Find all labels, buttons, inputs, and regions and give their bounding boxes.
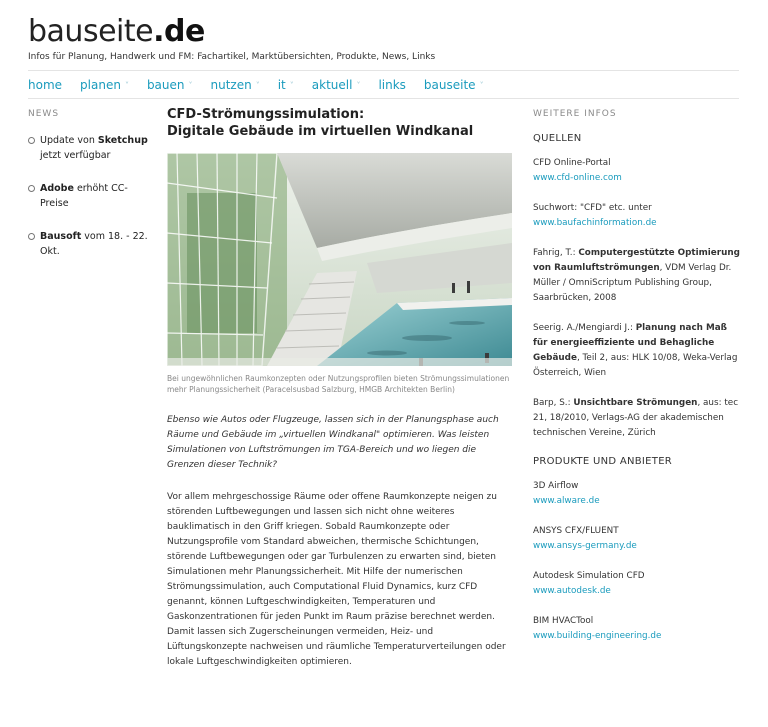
sidebar xyxy=(533,109,743,659)
product-entry xyxy=(533,614,743,644)
nav-item-aktuell[interactable] xyxy=(312,77,361,93)
nav-item-nutzen[interactable] xyxy=(211,77,260,93)
news-highlight: Bausoft xyxy=(40,231,82,242)
produkte-list xyxy=(533,479,743,644)
product-entry xyxy=(533,569,743,599)
news-text: erhöht CC-Preise xyxy=(40,183,128,209)
nav-item-planen[interactable] xyxy=(80,77,129,93)
news-list xyxy=(28,133,148,259)
chevron-down-icon: ˅ xyxy=(188,80,193,90)
source-text: Suchwort: "CFD" etc. unter xyxy=(533,203,652,213)
nav-divider xyxy=(28,98,739,99)
nav-item-links[interactable] xyxy=(378,77,405,93)
news-item[interactable] xyxy=(28,181,148,211)
chevron-down-icon: ˅ xyxy=(356,80,361,90)
product-name: ANSYS CFX/FLUENT xyxy=(533,526,619,536)
chevron-down-icon: ˅ xyxy=(255,80,260,90)
quellen-heading: QUELLEN xyxy=(533,133,582,144)
source-text: , Teil 2, aus: HLK 10/08, Weka-Verlag Österreich, Wien xyxy=(533,353,738,378)
chevron-down-icon: ˅ xyxy=(289,80,294,90)
nav-item-bauen[interactable] xyxy=(147,77,193,93)
news-highlight: Adobe xyxy=(40,183,74,194)
article-lead: Ebenso wie Autos oder Flugzeuge, lassen sich in der Planungsphase auch Räume und Gebäude im „virtuellen Windkanal" optimieren. Was leisten Simulationen von Luftströmungen im TGA-Bereich und wo liegen die Grenzen dieser Technik? xyxy=(167,415,499,470)
site-tagline: Infos für Planung, Handwerk und FM: Fachartikel, Marktübersichten, Produkte, News, Links xyxy=(28,52,436,62)
produkte-heading: PRODUKTE UND ANBIETER xyxy=(533,456,673,467)
chevron-down-icon: ˅ xyxy=(479,80,484,90)
source-entry xyxy=(533,156,743,186)
site-logo[interactable] xyxy=(28,14,205,50)
quellen-list xyxy=(533,156,743,441)
bullet-icon xyxy=(28,137,35,144)
news-text: Update von xyxy=(40,135,98,146)
image-caption: Bei ungewöhnlichen Raumkonzepten oder Nutzungsprofilen bieten Strömungssimulationen mehr Planungssicherheit (Paracelsusbad Salzburg, HMGB Architekten Berlin) xyxy=(167,374,510,394)
bullet-icon xyxy=(28,185,35,192)
source-entry xyxy=(533,246,743,306)
product-link[interactable]: www.ansys-germany.de xyxy=(533,541,637,551)
source-title: Computergestützte Optimierung von Raumluftströmungen xyxy=(533,248,740,273)
source-text: Barp, S.: xyxy=(533,398,574,408)
article-title-line2: Digitale Gebäude im virtuellen Windkanal xyxy=(167,124,474,139)
source-title: Planung nach Maß für energieeffiziente und Behagliche Gebäude xyxy=(533,323,728,363)
bullet-icon xyxy=(28,233,35,240)
logo-domain: .de xyxy=(153,14,205,49)
product-name: BIM HVACTool xyxy=(533,616,594,626)
nav-item-home[interactable] xyxy=(28,77,62,93)
article-body: Vor allem mehrgeschossige Räume oder offene Raumkonzepte neigen zu störenden Luftbewegungen und lassen sich nicht ohne weiteres bauklimatisch in den Griff kriegen. Sobald Raumkonzepte oder Nutzungsprofile vom Standard abweichen, thermische Schichtungen, störende Luftbewegungen oder gar Turbulenzen zu erwarten sind, bieten Simulationen mehr Planungssicherheit. Mit Hilfe der numerischen Strömungssimulation, auch Computational Fluid Dynamics, kurz CFD genannt, können Luftgeschwindigkeiten, Temperaturen und Gaskonzentrationen für jeden Punkt im Raum präzise berechnet werden. Damit lassen sich Zugerscheinungen vermeiden, Heiz- und Lüftungskonzepte nachweisen und räumliche Temperaturverteilungen oder lokale Luftgeschwindigkeiten optimieren. xyxy=(167,492,506,667)
source-text: , aus: tec 21, 18/2010, Verlags-AG der akademischen technischen Vereine, Zürich xyxy=(533,398,739,438)
article-title xyxy=(167,106,512,140)
article-hero-image[interactable] xyxy=(167,153,512,366)
product-entry xyxy=(533,479,743,509)
product-link[interactable]: www.alware.de xyxy=(533,496,600,506)
source-entry xyxy=(533,396,743,441)
logo-text: bauseite xyxy=(28,14,154,49)
source-text: Seerig. A./Mengiardi J.: xyxy=(533,323,636,333)
nav-item-label: aktuell xyxy=(311,78,353,92)
source-text: , VDM Verlag Dr. Müller / OmniScriptum Publishing Group, Saarbrücken, 2008 xyxy=(533,263,732,303)
product-name: Autodesk Simulation CFD xyxy=(533,571,645,581)
news-heading: NEWS xyxy=(28,109,60,119)
nav-item-label: it xyxy=(277,78,286,92)
chevron-down-icon: ˅ xyxy=(124,80,129,90)
product-link[interactable]: www.autodesk.de xyxy=(533,586,611,596)
source-link[interactable]: www.cfd-online.com xyxy=(533,173,622,183)
nav-item-it[interactable] xyxy=(278,77,294,93)
news-column xyxy=(28,109,148,277)
nav-item-label: home xyxy=(28,78,63,92)
source-text: Fahrig, T.: xyxy=(533,248,579,258)
source-text: CFD Online-Portal xyxy=(533,158,611,168)
product-name: 3D Airflow xyxy=(533,481,579,491)
news-item[interactable] xyxy=(28,133,148,163)
source-entry xyxy=(533,321,743,381)
source-link[interactable]: www.baufachinformation.de xyxy=(533,218,657,228)
header-divider xyxy=(28,70,739,71)
nav-item-label: links xyxy=(378,78,406,92)
source-entry xyxy=(533,201,743,231)
news-item[interactable] xyxy=(28,229,148,259)
product-link[interactable]: www.building-engineering.de xyxy=(533,631,662,641)
sidebar-heading: WEITERE INFOS xyxy=(533,109,617,119)
article xyxy=(167,106,512,670)
pool-architecture-illustration xyxy=(167,153,512,366)
nav-item-bauseite[interactable] xyxy=(424,77,484,93)
news-text: vom 18. - 22. Okt. xyxy=(40,231,148,257)
news-text: jetzt verfügbar xyxy=(40,150,111,161)
nav-item-label: nutzen xyxy=(210,78,252,92)
main-navigation xyxy=(28,77,502,93)
nav-item-label: planen xyxy=(80,78,121,92)
nav-item-label: bauseite xyxy=(423,78,476,92)
news-highlight: Sketchup xyxy=(97,135,148,146)
product-entry xyxy=(533,524,743,554)
nav-item-label: bauen xyxy=(146,78,185,92)
source-title: Unsichtbare Strömungen xyxy=(573,398,698,408)
article-title-line1: CFD-Strömungssimulation: xyxy=(167,107,365,122)
